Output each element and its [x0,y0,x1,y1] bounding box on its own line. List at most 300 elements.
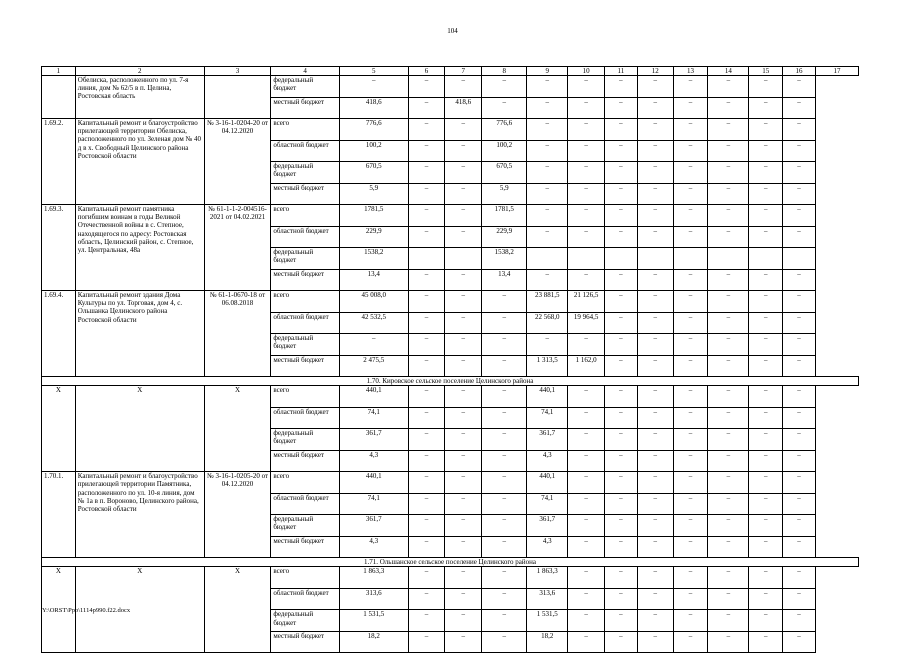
budget-value: – [568,334,605,356]
budget-value: 1 863,3 [339,567,408,589]
column-number-cell: 15 [749,67,783,76]
budget-value: – [749,493,783,515]
budget-value: – [408,226,445,248]
budget-value: – [408,312,445,334]
budget-value: – [445,334,482,356]
budget-value: – [408,567,445,589]
budget-value: – [637,162,673,184]
budget-source: областной бюджет [271,588,340,610]
budget-value: – [527,162,568,184]
budget-value: – [749,334,783,356]
budget-source: всего [271,567,340,589]
budget-value: – [408,119,445,141]
budget-value: – [783,97,816,119]
budget-value [637,248,673,270]
column-number-cell: 12 [637,67,673,76]
budget-value: 4,3 [527,450,568,472]
budget-source: всего [271,472,340,494]
budget-value: 776,6 [482,119,527,141]
budget-value: – [445,355,482,377]
budget-value: 361,7 [339,429,408,451]
budget-value: – [605,610,638,632]
budget-value: – [605,407,638,429]
budget-value: 74,1 [339,407,408,429]
budget-value: – [637,610,673,632]
budget-value: – [408,386,445,408]
budget-table [41,66,859,653]
budget-value: – [568,76,605,98]
budget-value: – [749,97,783,119]
budget-value: – [568,610,605,632]
budget-value: 440,1 [339,472,408,494]
column-number-cell: 17 [815,67,858,76]
budget-value: 361,7 [527,515,568,537]
budget-value: – [673,472,708,494]
budget-value: – [708,450,749,472]
budget-value: – [637,334,673,356]
budget-value: – [637,407,673,429]
budget-value: – [408,269,445,291]
budget-value: – [568,588,605,610]
budget-value: – [445,567,482,589]
budget-value: – [605,355,638,377]
budget-source: федеральный бюджет [271,610,340,632]
budget-value: – [708,291,749,313]
budget-value: – [637,472,673,494]
budget-value: – [482,493,527,515]
budget-value: – [482,515,527,537]
budget-value: 4,3 [339,450,408,472]
budget-value [605,248,638,270]
budget-value: – [482,76,527,98]
budget-value: – [749,631,783,653]
budget-value: 1538,2 [482,248,527,270]
budget-value [445,248,482,270]
budget-value: – [445,515,482,537]
budget-value: 21 126,5 [568,291,605,313]
column-number-cell: 9 [527,67,568,76]
budget-value: – [783,407,816,429]
budget-value: – [673,588,708,610]
budget-value: – [482,355,527,377]
budget-source: местный бюджет [271,536,340,558]
budget-value: – [605,226,638,248]
budget-value: – [783,515,816,537]
budget-value: – [568,97,605,119]
budget-value: – [605,515,638,537]
budget-value: – [708,588,749,610]
item-number: Х [42,567,76,653]
item-document: Х [204,567,271,653]
budget-value: 670,5 [482,162,527,184]
budget-value: – [605,119,638,141]
budget-value: – [749,226,783,248]
budget-value: – [673,386,708,408]
budget-value: – [673,183,708,205]
budget-value: – [708,567,749,589]
budget-value: – [708,610,749,632]
budget-value: – [783,493,816,515]
budget-value: – [673,355,708,377]
budget-value: – [637,269,673,291]
budget-value: – [749,76,783,98]
budget-value: – [605,588,638,610]
table-row [42,291,859,313]
budget-value: – [783,567,816,589]
budget-source: местный бюджет [271,97,340,119]
budget-value: – [783,429,816,451]
budget-value [408,248,445,270]
budget-value: – [749,119,783,141]
budget-value: – [708,334,749,356]
budget-value: – [605,450,638,472]
budget-value: – [783,472,816,494]
column-number-cell: 2 [75,67,204,76]
budget-value: 1 863,3 [527,567,568,589]
budget-value: – [783,119,816,141]
budget-source: областной бюджет [271,140,340,162]
budget-value: 4,3 [339,536,408,558]
budget-value: – [783,334,816,356]
budget-value: – [408,631,445,653]
budget-value: – [708,183,749,205]
column-number-cell: 6 [408,67,445,76]
budget-value: – [482,610,527,632]
budget-value: – [673,493,708,515]
budget-value: – [637,588,673,610]
budget-value: 5,9 [482,183,527,205]
budget-value: 100,2 [339,140,408,162]
budget-value [749,248,783,270]
budget-value: – [568,407,605,429]
footer-file-path: Y:\ORST\Ppo\1114p990.f22.docx [42,607,131,614]
item-name: Обелиска, расположенного по ул. 7-я линия, дом № 62/5 в п. Целина, Ростовская область [75,76,204,119]
budget-value: – [605,567,638,589]
budget-value: – [445,631,482,653]
budget-value: – [568,140,605,162]
budget-value [783,248,816,270]
budget-value: – [445,183,482,205]
budget-value: – [408,493,445,515]
budget-value: – [568,515,605,537]
budget-value: 13,4 [339,269,408,291]
budget-value: – [568,183,605,205]
budget-value: 4,3 [527,536,568,558]
budget-value: – [482,588,527,610]
budget-value: 670,5 [339,162,408,184]
budget-value: 361,7 [339,515,408,537]
budget-source: областной бюджет [271,407,340,429]
budget-value: – [568,226,605,248]
budget-value: – [708,355,749,377]
budget-value: 45 008,0 [339,291,408,313]
budget-value: – [605,140,638,162]
budget-value: – [783,269,816,291]
budget-value: – [708,386,749,408]
budget-value: – [673,334,708,356]
budget-value: – [568,493,605,515]
budget-value: 1 531,5 [527,610,568,632]
budget-value: 74,1 [527,407,568,429]
budget-value: 776,6 [339,119,408,141]
budget-value: – [673,76,708,98]
table-row [42,76,859,98]
table-row [42,119,859,141]
budget-value: – [708,472,749,494]
budget-value: – [408,450,445,472]
budget-value: – [482,334,527,356]
budget-value: – [673,515,708,537]
budget-value: – [673,429,708,451]
budget-value: 74,1 [339,493,408,515]
budget-source: федеральный бюджет [271,515,340,537]
section-title: 1.71. Ольшанское сельское поселение Целинского района [42,558,859,567]
budget-value: – [445,450,482,472]
budget-value: – [445,291,482,313]
budget-value: – [708,407,749,429]
budget-value: – [637,450,673,472]
budget-value: 19 964,5 [568,312,605,334]
budget-value: – [708,631,749,653]
budget-value: – [445,493,482,515]
table-row [42,386,859,408]
budget-value: – [637,631,673,653]
item-name: Х [75,567,204,653]
budget-source: федеральный бюджет [271,334,340,356]
budget-value: – [568,269,605,291]
budget-value: – [445,140,482,162]
budget-value: – [783,183,816,205]
budget-value: 2 475,5 [339,355,408,377]
column-number-cell: 5 [339,67,408,76]
budget-source: областной бюджет [271,226,340,248]
budget-value: – [605,269,638,291]
budget-value: 229,9 [339,226,408,248]
item-document [204,76,271,119]
budget-value: – [637,226,673,248]
column-number-cell: 7 [445,67,482,76]
budget-value: – [783,140,816,162]
budget-value: – [749,269,783,291]
budget-value: – [339,334,408,356]
budget-value: – [783,536,816,558]
budget-value: – [482,567,527,589]
column-number-cell: 13 [673,67,708,76]
section-title-row [42,558,859,567]
page-number: 104 [447,27,458,35]
budget-value: – [482,631,527,653]
budget-value: – [527,269,568,291]
budget-value: – [605,429,638,451]
budget-value: – [749,312,783,334]
budget-value: – [637,493,673,515]
budget-value: – [749,407,783,429]
budget-value: – [445,610,482,632]
budget-value: – [637,386,673,408]
budget-value: – [568,450,605,472]
budget-source: областной бюджет [271,312,340,334]
budget-value: – [673,567,708,589]
budget-value: – [445,407,482,429]
budget-value: – [605,162,638,184]
budget-value: – [637,567,673,589]
item-number [42,76,76,119]
budget-value: – [673,450,708,472]
budget-value: – [783,450,816,472]
budget-value: 18,2 [339,631,408,653]
budget-source: областной бюджет [271,493,340,515]
budget-value: – [637,97,673,119]
table-row [42,567,859,589]
budget-value [568,248,605,270]
budget-value: – [749,429,783,451]
budget-value: – [749,472,783,494]
budget-value: 5,9 [339,183,408,205]
budget-value: – [605,205,638,227]
budget-value: – [673,226,708,248]
budget-value: – [445,162,482,184]
budget-value: – [527,183,568,205]
budget-value: – [605,334,638,356]
budget-value: – [408,407,445,429]
budget-value: – [445,269,482,291]
budget-value: – [749,588,783,610]
budget-value: – [408,97,445,119]
budget-value: – [408,183,445,205]
budget-value: – [408,515,445,537]
budget-value: – [605,536,638,558]
budget-value: – [749,355,783,377]
budget-value: – [408,205,445,227]
budget-value: – [708,269,749,291]
item-name: Капитальный ремонт и благоустройство прилегающей территории Обелиска, расположенного по ул. Зеленая дом № 40 д в х. Свободный Целинского района Ростовской области [75,119,204,205]
column-number-cell: 10 [568,67,605,76]
budget-value: – [637,140,673,162]
budget-value: – [527,226,568,248]
budget-value: – [408,140,445,162]
budget-value: – [568,162,605,184]
budget-value: 440,1 [527,472,568,494]
section-title-row [42,377,859,386]
item-document: № 61-1-1-2-004516-2021 от 04.02.2021 [204,205,271,291]
budget-value: – [783,631,816,653]
budget-value: – [605,291,638,313]
budget-value: – [408,536,445,558]
budget-value: – [568,567,605,589]
table-row [42,472,859,494]
budget-value: – [482,429,527,451]
column-number-cell: 1 [42,67,76,76]
budget-value: – [708,140,749,162]
budget-value: – [783,226,816,248]
budget-value: – [749,291,783,313]
budget-source: местный бюджет [271,183,340,205]
budget-value: – [527,76,568,98]
budget-value: – [605,183,638,205]
budget-value: – [783,312,816,334]
budget-value: 1 313,5 [527,355,568,377]
budget-value: – [783,610,816,632]
budget-value: – [708,119,749,141]
section-title: 1.70. Кировское сельское поселение Целинского района [42,377,859,386]
budget-source: всего [271,386,340,408]
budget-value: – [482,536,527,558]
budget-value: – [445,588,482,610]
budget-value: – [637,355,673,377]
budget-value: – [445,205,482,227]
budget-source: всего [271,119,340,141]
budget-value: – [749,386,783,408]
budget-value: – [568,386,605,408]
budget-value: 229,9 [482,226,527,248]
budget-value: – [673,291,708,313]
budget-source: федеральный бюджет [271,248,340,270]
budget-value: – [408,610,445,632]
budget-value: – [673,205,708,227]
item-number: Х [42,386,76,472]
budget-value: – [673,162,708,184]
budget-value: – [605,76,638,98]
budget-value: – [408,355,445,377]
budget-value: – [637,119,673,141]
budget-value: – [408,291,445,313]
budget-value: – [783,355,816,377]
budget-value: – [482,97,527,119]
budget-value: – [605,312,638,334]
budget-value: – [673,610,708,632]
item-name: Х [75,386,204,472]
budget-value: – [445,386,482,408]
budget-value: – [749,205,783,227]
budget-value: – [408,429,445,451]
budget-source: местный бюджет [271,269,340,291]
item-number: 1.69.3. [42,205,76,291]
column-number-cell: 14 [708,67,749,76]
budget-value: – [749,515,783,537]
item-document: № 61-1-0670-18 от 06.08.2018 [204,291,271,377]
budget-value [527,248,568,270]
budget-value: – [482,450,527,472]
item-number: 1.69.2. [42,119,76,205]
budget-value: – [605,97,638,119]
budget-value: – [605,493,638,515]
budget-value: – [445,119,482,141]
budget-value: – [749,536,783,558]
budget-value: – [339,76,408,98]
budget-value: – [749,567,783,589]
budget-value: 313,6 [339,588,408,610]
budget-source: всего [271,291,340,313]
budget-value: – [783,291,816,313]
budget-value: – [408,472,445,494]
budget-value: – [673,140,708,162]
budget-value: – [673,269,708,291]
budget-value: – [749,450,783,472]
budget-value: – [637,515,673,537]
budget-source: федеральный бюджет [271,429,340,451]
item-document: Х [204,386,271,472]
budget-value: – [408,334,445,356]
budget-value: 74,1 [527,493,568,515]
budget-value [708,248,749,270]
budget-source: всего [271,205,340,227]
budget-value: 440,1 [527,386,568,408]
budget-source: местный бюджет [271,631,340,653]
budget-value: – [445,226,482,248]
budget-value: 1781,5 [482,205,527,227]
budget-value: – [445,429,482,451]
column-number-cell: 8 [482,67,527,76]
